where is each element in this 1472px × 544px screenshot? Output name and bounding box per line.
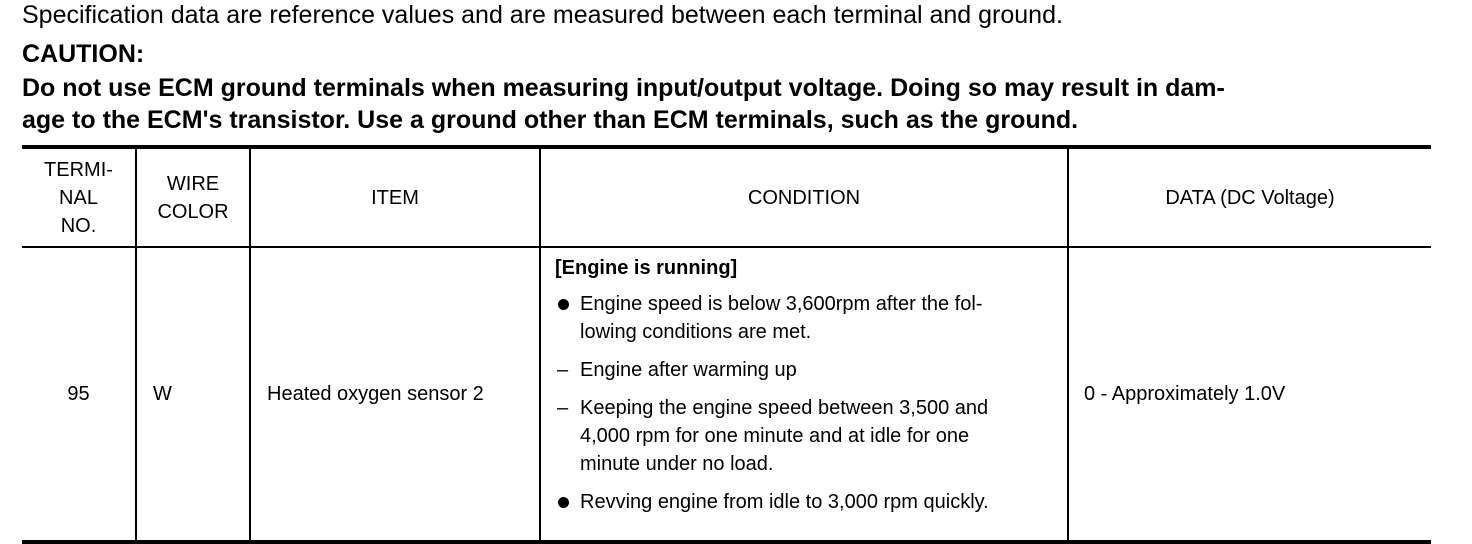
caution-text <box>22 72 1442 136</box>
condition-cell <box>540 247 1068 542</box>
data-value: 0 - Approximately 1.0V <box>1068 247 1431 542</box>
condition-item <box>555 356 1059 384</box>
wire-color: W <box>136 247 250 542</box>
header-terminal-line3: NO. <box>60 214 97 237</box>
condition-line: Keeping the engine speed between 3,500 and <box>580 397 989 419</box>
condition-line: Engine speed is below 3,600rpm after the fol- <box>580 293 983 315</box>
dash-icon: – <box>557 359 569 381</box>
table-row <box>22 247 1431 542</box>
table-header-row <box>22 147 1431 247</box>
condition-heading: [Engine is running] <box>555 257 738 279</box>
header-wire-line1: WIRE <box>166 172 220 195</box>
header-terminal-line1: TERMI- <box>44 158 113 181</box>
condition-line: lowing conditions are met. <box>580 321 812 343</box>
header-condition: CONDITION <box>540 147 1068 247</box>
bullet-icon <box>558 497 569 508</box>
terminal-number: 95 <box>67 383 90 405</box>
header-item: ITEM <box>250 147 540 247</box>
condition-line: 4,000 rpm for one minute and at idle for one <box>580 425 970 447</box>
terminal-spec-table <box>22 145 1431 544</box>
caution-line-1: Do not use ECM ground terminals when measuring input/output voltage. Doing so may result in dam- <box>22 74 1225 102</box>
condition-line: Engine after warming up <box>580 359 797 381</box>
header-wire-line2: COLOR <box>157 200 229 223</box>
condition-line: minute under no load. <box>580 453 774 475</box>
header-terminal-line2: NAL <box>59 186 98 209</box>
item-name: Heated oxygen sensor 2 <box>250 247 540 542</box>
header-terminal-no <box>22 147 136 247</box>
caution-line-2: age to the ECM's transistor. Use a ground other than ECM terminals, such as the ground. <box>22 106 1079 134</box>
intro-text: Specification data are reference values and are measured between each terminal and ground. <box>22 1 1063 29</box>
bullet-icon <box>558 299 569 310</box>
header-wire-color <box>136 147 250 247</box>
condition-item <box>555 394 1059 478</box>
condition-item <box>555 290 1059 346</box>
dash-icon: – <box>557 397 569 419</box>
caution-heading: CAUTION: <box>22 40 145 68</box>
condition-item <box>555 488 1059 516</box>
header-data: DATA (DC Voltage) <box>1068 147 1431 247</box>
condition-line: Revving engine from idle to 3,000 rpm quickly. <box>580 491 989 513</box>
